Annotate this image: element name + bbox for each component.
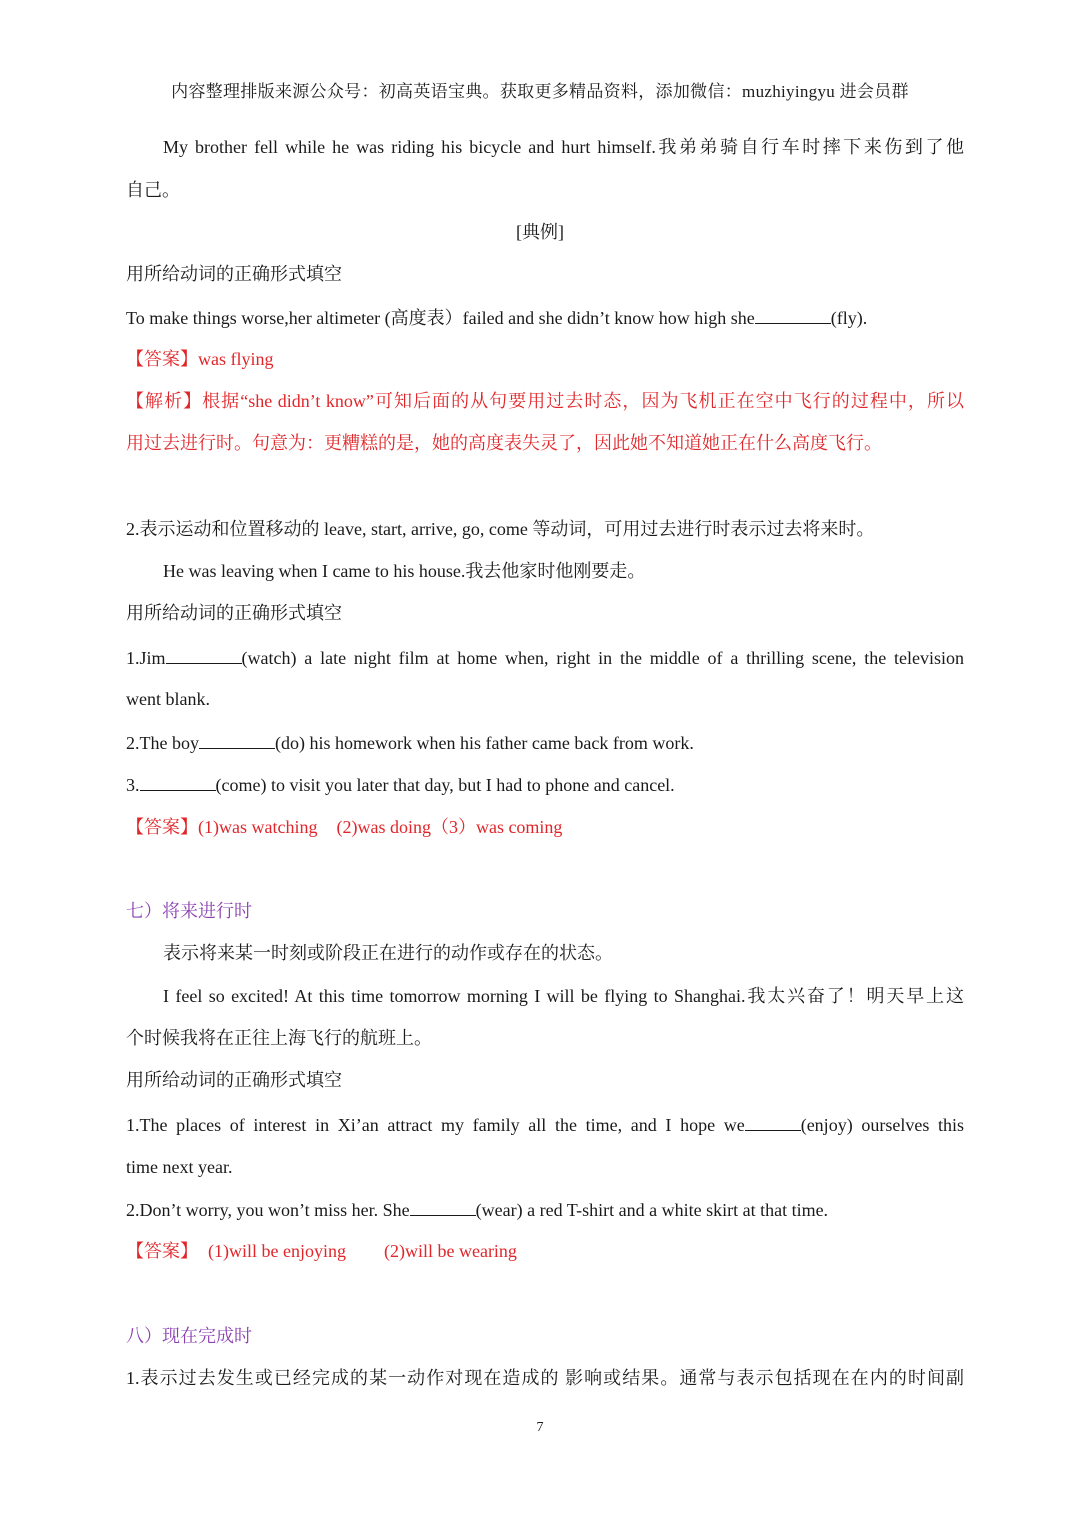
answer-text: was flying <box>198 349 274 369</box>
answer-blank <box>745 1112 801 1131</box>
question-text: 2.Don’t worry, you won’t miss her. She <box>126 1200 410 1220</box>
answer-blank <box>410 1197 476 1216</box>
answer-text: (2)was doing（3）was coming <box>336 817 563 837</box>
example-sentence-line: My brother fell while he was riding his bicycle and hurt himself.我弟弟骑自行车时摔下来伤到了他 <box>163 137 964 157</box>
question-text: (wear) a red T-shirt and a white skirt at that time. <box>475 1200 829 1220</box>
example-sentence-line: 自己。 <box>126 180 180 200</box>
answer-text: (2)will be wearing <box>383 1241 517 1261</box>
analysis-line: 【解析】根据“she didn’t know”可知后面的从句要用过去时态，因为飞机正在空中飞行的过程中，所以 <box>126 391 964 411</box>
question-text: 1.Jim <box>126 648 166 668</box>
instruction-label: 用所给动词的正确形式填空 <box>126 603 342 623</box>
question-text: (watch) a late night film at home when, right in the middle of a thrilling scene, the television <box>241 648 964 668</box>
answer-line <box>126 815 964 839</box>
answer-text: (1)will be enjoying <box>208 1241 346 1261</box>
exercise-question <box>126 1112 964 1137</box>
grammar-rule: 2.表示运动和位置移动的 leave, start, arrive, go, come 等动词，可用过去进行时表示过去将来时。 <box>126 519 875 539</box>
instruction-label: 用所给动词的正确形式填空 <box>126 1070 342 1090</box>
answer-line <box>126 1239 964 1263</box>
question-continuation: went blank. <box>126 689 210 709</box>
answer-tag: 【答案】 <box>126 817 198 837</box>
question-text: 1.The places of interest in Xi’an attract my family all the time, and I hope we <box>126 1115 745 1135</box>
example-sentence-line: I feel so excited! At this time tomorrow morning I will be flying to Shanghai.我太兴奋了！明天早上这 <box>163 986 964 1006</box>
answer-blank <box>199 730 275 749</box>
exercise-question <box>126 730 964 755</box>
section-heading: 七）将来进行时 <box>126 901 252 921</box>
exercise-question <box>126 305 964 330</box>
answer-text: (1)was watching <box>198 817 318 837</box>
answer-blank <box>166 645 242 664</box>
example-heading: [典例] <box>516 222 564 242</box>
grammar-rule: 1.表示过去发生或已经完成的某一动作对现在造成的 影响或结果。通常与表示包括现在在内的时间副 <box>126 1368 964 1388</box>
analysis-line: 用过去进行时。句意为：更糟糕的是，她的高度表失灵了，因此她不知道她正在什么高度飞行。 <box>126 433 882 453</box>
page-header: 内容整理排版来源公众号：初高英语宝典。获取更多精品资料，添加微信：muzhiyingyu 进会员群 <box>171 82 909 101</box>
example-sentence: He was leaving when I came to his house.我去他家时他刚要走。 <box>163 561 646 581</box>
definition: 表示将来某一时刻或阶段正在进行的动作或存在的状态。 <box>163 943 613 963</box>
exercise-question <box>126 772 964 797</box>
exercise-question <box>126 1197 964 1222</box>
answer-tag: 【答案】 <box>126 1241 198 1261</box>
question-continuation: time next year. <box>126 1157 233 1177</box>
section-heading: 八）现在完成时 <box>126 1326 252 1346</box>
answer-blank <box>755 305 831 324</box>
instruction-label: 用所给动词的正确形式填空 <box>126 264 342 284</box>
example-sentence-line: 个时候我将在正往上海飞行的航班上。 <box>126 1028 432 1048</box>
question-text: (fly). <box>830 308 868 328</box>
question-text: (do) his homework when his father came back from work. <box>274 733 694 753</box>
question-text: 2.The boy <box>126 733 199 753</box>
question-text: (come) to visit you later that day, but I had to phone and cancel. <box>215 775 675 795</box>
question-text: (enjoy) ourselves this <box>800 1115 964 1135</box>
answer-blank <box>140 772 216 791</box>
answer-tag: 【答案】 <box>126 349 198 369</box>
answer-line <box>126 347 964 371</box>
question-text: 3. <box>126 775 140 795</box>
question-text: To make things worse,her altimeter (高度表）failed and she didn’t know how high she <box>126 308 755 328</box>
exercise-question <box>126 645 964 670</box>
page-number: 7 <box>536 1420 544 1435</box>
